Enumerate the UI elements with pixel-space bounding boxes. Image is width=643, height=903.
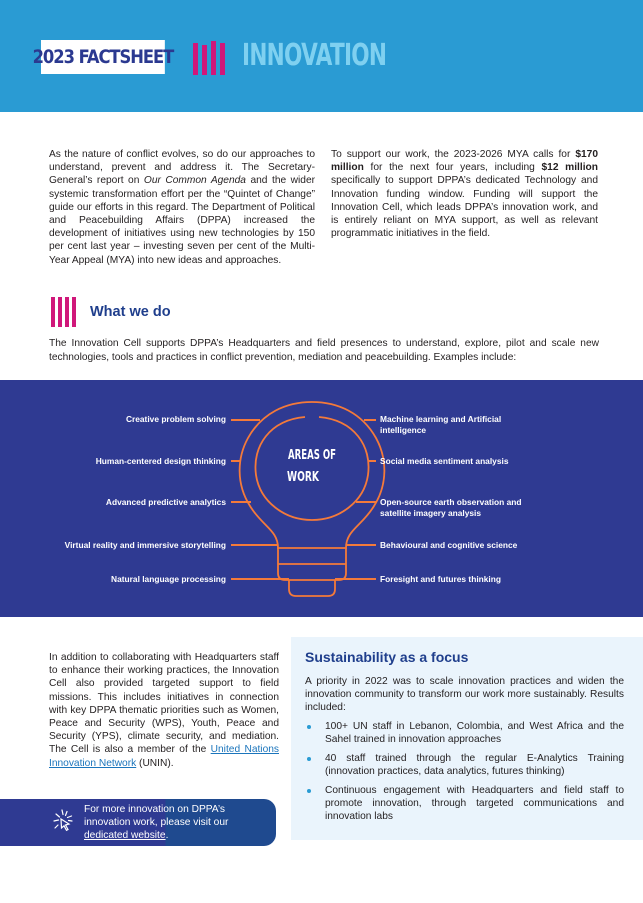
page-title: INNOVATION: [242, 38, 387, 73]
area-right-2: Social media sentiment analysis: [380, 456, 509, 466]
areas-center-line2: WORK: [287, 470, 320, 485]
section-title-what-we-do: What we do: [90, 304, 171, 320]
area-left-4: Virtual reality and immersive storytelling: [64, 540, 226, 550]
header-banner: [0, 0, 643, 112]
area-left-1: Creative problem solving: [125, 414, 226, 424]
collaboration-paragraph: In addition to collaborating with Headquarters staff to enhance their working practices, the Innovation Cell also provided targeted support to field missions. This includes initiatives in connection with key DPPA thematic priorities such as Women, Peace and Security (WPS), Youth, Peace and Security (YPS), climate security, and mediation. The Cell is also a member of the United Nations Innovation Network (UNIN).: [49, 652, 279, 769]
dedicated-website-link[interactable]: dedicated website: [84, 829, 166, 841]
area-right-5: Foresight and futures thinking: [380, 574, 501, 584]
factsheet-badge: 2023 FACTSHEET: [41, 40, 165, 74]
area-left-2: Human-centered design thinking: [95, 456, 226, 466]
area-left-5: Natural language processing: [111, 574, 226, 584]
what-we-do-paragraph: The Innovation Cell supports DPPA’s Headquarters and field presences to understand, explore, pilot and scale new technologies, tools and practices in conflict prevention, mediation and peacebuilding. Examples include:: [49, 338, 599, 363]
list-item: 40 staff trained through the regular E-Analytics Training (innovation practices, data analytics, futures thinking): [305, 752, 624, 778]
list-item: 100+ UN staff in Lebanon, Colombia, and West Africa and the Sahel trained in innovation approaches: [305, 720, 624, 746]
lightbulb-icon: [0, 380, 643, 617]
bars-icon: [193, 40, 225, 75]
list-item: Continuous engagement with Headquarters and field staff to promote innovation, through targeted communications and innovation labs: [305, 784, 624, 823]
area-right-1: Machine learning and Artificial intelligence: [380, 414, 502, 435]
area-right-4: Behavioural and cognitive science: [380, 540, 518, 550]
sustainability-box: [291, 637, 643, 840]
unin-link[interactable]: United Nations Innovation Network: [49, 744, 279, 769]
areas-center-line1: AREAS OF: [288, 448, 336, 463]
section-bars-icon: [51, 297, 76, 327]
callout-text: For more innovation on DPPA’s innovation work, please visit our dedicated website.: [84, 804, 229, 841]
areas-of-work-panel: [0, 380, 643, 617]
sustainability-title: Sustainability as a focus: [305, 649, 469, 665]
area-right-3: Open-source earth observation and satellite imagery analysis: [380, 497, 522, 518]
sustainability-intro: A priority in 2022 was to scale innovation practices and widen the innovation community to transform our work more sustainably. Results included:: [305, 676, 624, 713]
intro-right-paragraph: To support our work, the 2023-2026 MYA calls for $170 million for the next four years, including $12 million specifically to support DPPA’s dedicated Technology and Innovation funding window. Funding will support the Innovation Cell, which leads DPPA’s innovation work, and is entirely reliant on MYA support, as well as relevant programmatic initiatives in the field.: [331, 149, 598, 240]
website-callout: [0, 799, 276, 846]
cursor-click-icon: [52, 808, 76, 834]
intro-left-paragraph: As the nature of conflict evolves, so do our approaches to understand, prevent and address it. The Secretary-General’s report on Our Common Agenda and the wider systemic transformation effort per the “Quintet of Change” guide our efforts in this regard. The Department of Political and Peacebuilding Affairs (DPPA) increased the development of initiatives using new technologies by 150 per cent last year – investing seven per cent of the Multi-Year Appeal (MYA) into new ideas and approaches.: [49, 149, 315, 266]
area-left-3: Advanced predictive analytics: [105, 497, 226, 507]
sustainability-results-list: [305, 720, 624, 829]
